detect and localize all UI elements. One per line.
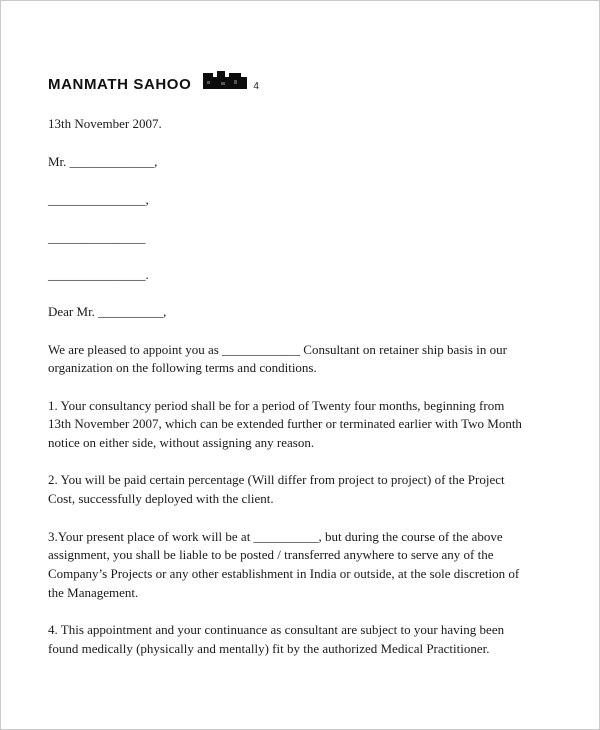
letter-date: 13th November 2007. <box>48 116 162 131</box>
address-line: Mr. _____________, <box>48 154 158 169</box>
salutation: Dear Mr. __________, <box>48 304 167 319</box>
address-line: _______________. <box>48 267 149 282</box>
sender-name: MANMATH SAHOO <box>48 75 192 93</box>
letter-header <box>48 75 259 93</box>
paragraph-line: Company’s Projects or any other establishment in India or outside, at the sole discretion of <box>48 566 520 581</box>
paragraph-line: found medically (physically and mentally) fit by the authorized Medical Practitioner. <box>48 641 490 656</box>
paragraph-line: organization on the following terms and conditions. <box>48 360 317 375</box>
paragraph-line: 13th November 2007, which can be extended further or terminated earlier with Two Month <box>48 416 522 431</box>
paragraph-line: notice on either side, without assigning any reason. <box>48 435 315 450</box>
address-line: _______________ <box>48 230 146 245</box>
paragraph-line: We are pleased to appoint you as ____________ Consultant on retainer ship basis in our <box>48 342 507 357</box>
paragraph-line: 1. Your consultancy period shall be for a period of Twenty four months, beginning from <box>48 398 505 413</box>
paragraph-line: 4. This appointment and your continuance as consultant are subject to your having been <box>48 622 505 637</box>
paragraph-line: Cost, successfully deployed with the client. <box>48 491 274 506</box>
header-suffix: 4 <box>253 80 259 92</box>
paragraph-line: assignment, you shall be liable to be posted / transferred anywhere to serve any of the <box>48 547 494 562</box>
paragraph-line: 3.Your present place of work will be at __________, but during the course of the above <box>48 529 503 544</box>
paragraph-line: 2. You will be paid certain percentage (Will differ from project to project) of the Project <box>48 472 505 487</box>
redacted-mark <box>203 71 247 89</box>
paragraph-line: the Management. <box>48 585 139 600</box>
address-line: _______________, <box>48 192 149 207</box>
